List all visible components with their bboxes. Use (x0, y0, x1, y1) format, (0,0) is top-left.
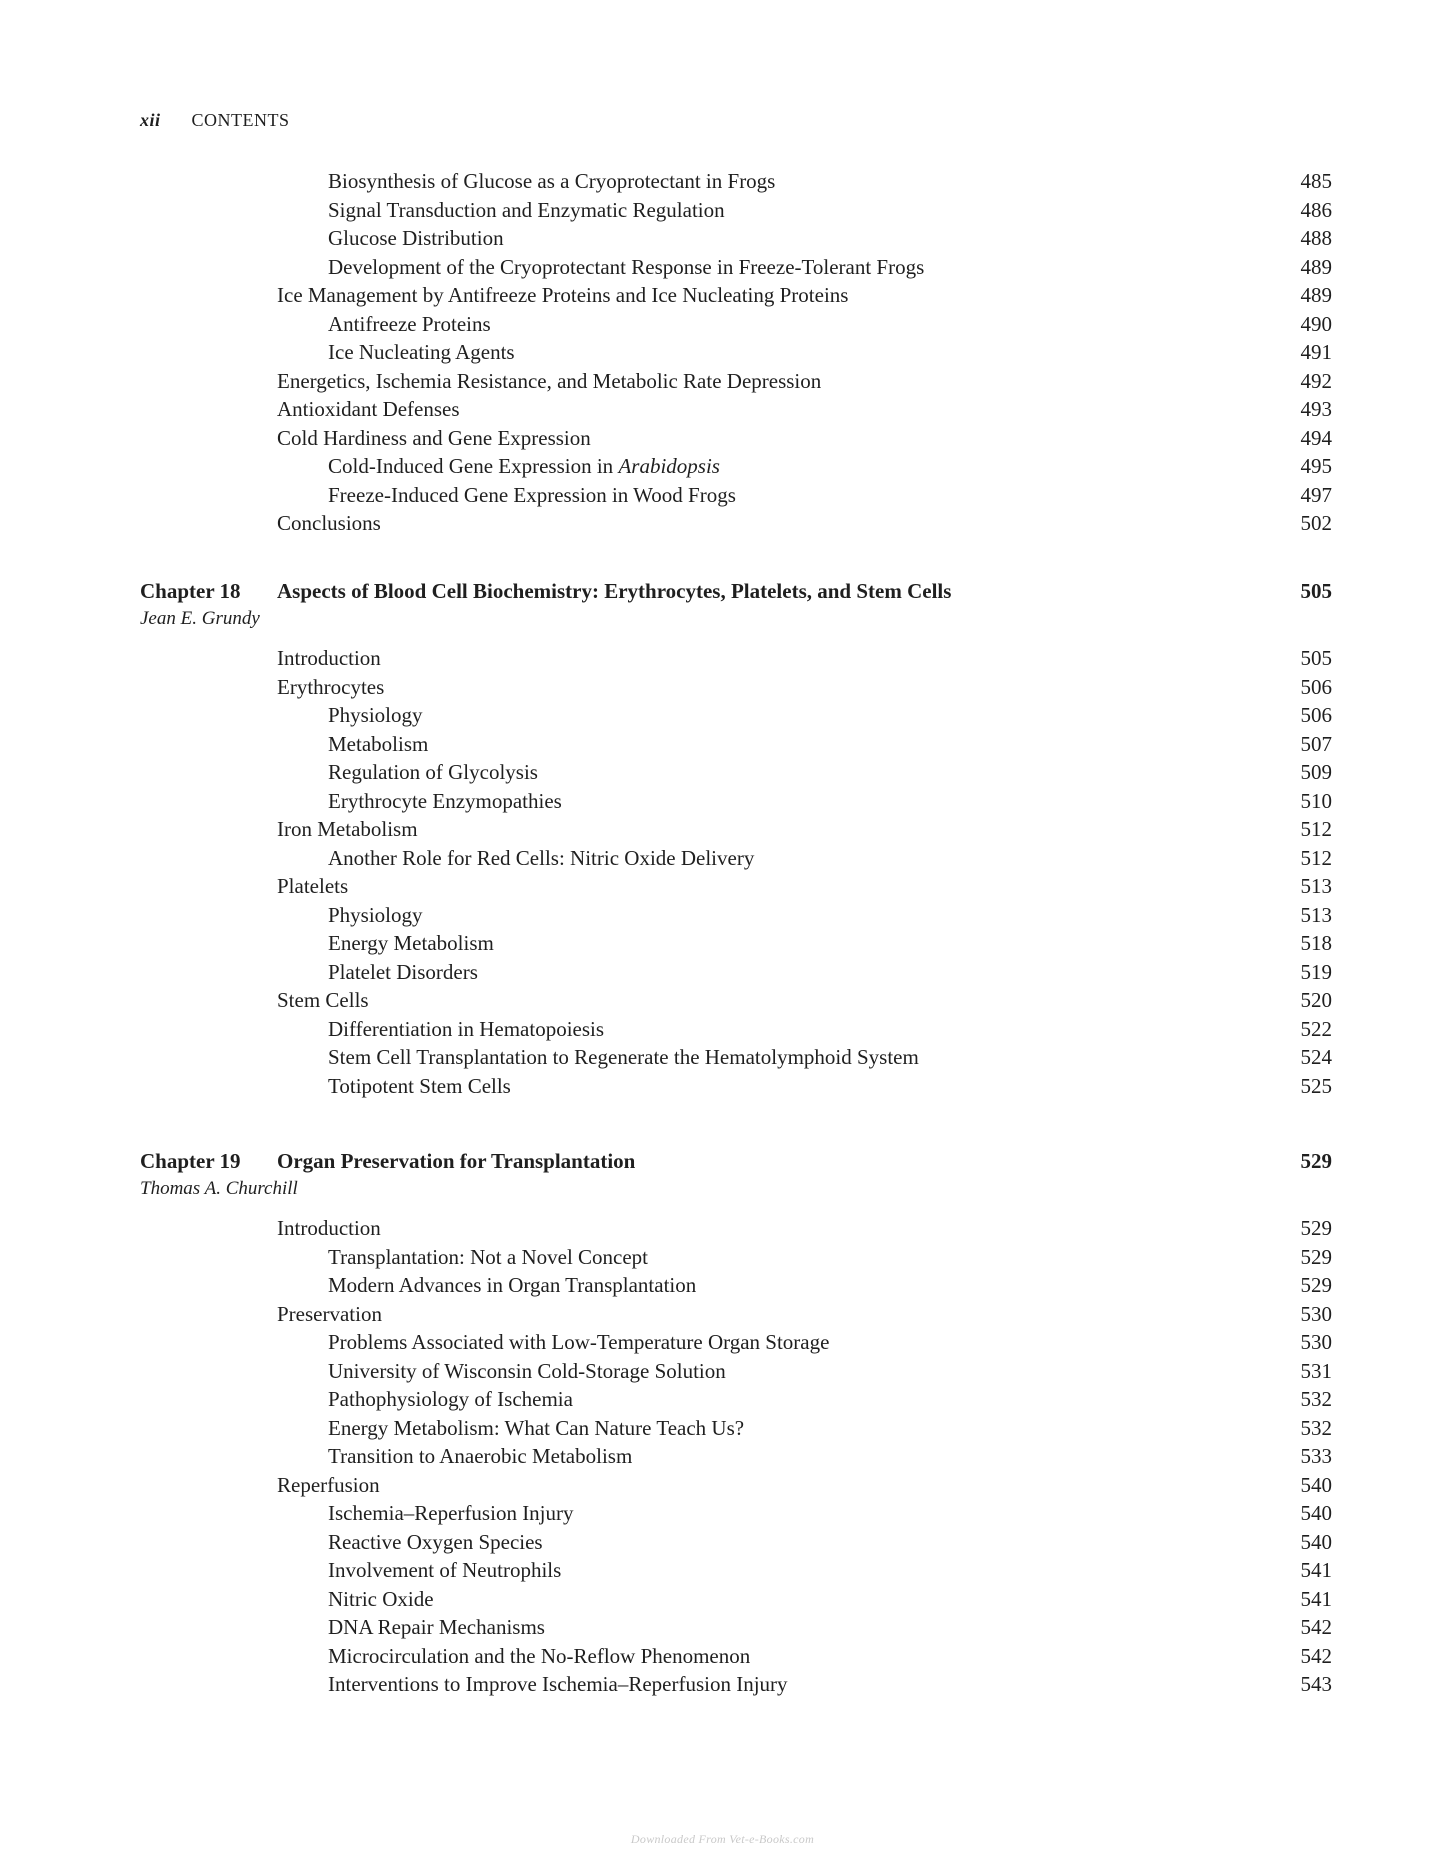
toc-entry-page-number: 506 (1300, 703, 1332, 727)
toc-entry[interactable] (0, 1442, 1445, 1471)
toc-entry[interactable] (0, 1357, 1445, 1386)
toc-entry-title: Cold-Induced Gene Expression in Arabidopsis (328, 454, 720, 478)
chapter-page-number: 529 (1300, 1149, 1332, 1173)
toc-entry[interactable] (0, 167, 1445, 196)
toc-entry[interactable] (0, 1043, 1445, 1072)
toc-entry-title: Cold Hardiness and Gene Expression (277, 425, 591, 450)
toc-entry[interactable] (0, 253, 1445, 282)
chapter-heading[interactable] (0, 576, 1445, 606)
toc-entry-page-number: 513 (1300, 902, 1332, 927)
toc-entry[interactable] (0, 701, 1445, 730)
toc-entry-page-number: 520 (1300, 988, 1332, 1012)
toc-entry[interactable] (0, 196, 1445, 225)
toc-entry-title: Interventions to Improve Ischemia–Reperfusion Injury (328, 1672, 788, 1696)
toc-entry-page-number: 495 (1300, 454, 1332, 478)
toc-entry[interactable] (0, 1214, 1445, 1243)
toc-entry-title: Energetics, Ischemia Resistance, and Metabolic Rate Depression (277, 368, 822, 393)
toc-entry-page-number: 512 (1300, 817, 1332, 841)
toc-entry-title: Antifreeze Proteins (328, 311, 491, 336)
toc-entry-page-number: 543 (1300, 1672, 1332, 1696)
toc-entry[interactable] (0, 1499, 1445, 1528)
toc-entry-title: Physiology (328, 902, 423, 927)
toc-entry-title: Ice Management by Antifreeze Proteins and Ice Nucleating Proteins (277, 283, 849, 307)
toc-entry-page-number: 505 (1300, 646, 1332, 670)
toc-entry[interactable] (0, 1414, 1445, 1443)
toc-entry[interactable] (0, 424, 1445, 453)
toc-entry-title: Modern Advances in Organ Transplantation (328, 1273, 697, 1297)
toc-entry-title: Conclusions (277, 511, 381, 535)
toc-entry[interactable] (0, 730, 1445, 759)
toc-entry[interactable] (0, 644, 1445, 673)
toc-entry-page-number: 497 (1300, 482, 1332, 507)
toc-entry[interactable] (0, 1613, 1445, 1642)
toc-entry-title: Pathophysiology of Ischemia (328, 1387, 573, 1411)
toc-entry-page-number: 489 (1300, 254, 1332, 279)
toc-entry-page-number: 540 (1300, 1501, 1332, 1525)
toc-entry[interactable] (0, 395, 1445, 424)
toc-entry-title: Erythrocytes (277, 674, 385, 699)
chapter-19-section (0, 1146, 1445, 1699)
toc-entry-title: Energy Metabolism (328, 931, 494, 955)
toc-entry-page-number: 529 (1300, 1244, 1332, 1269)
toc-entry-page-number: 485 (1300, 169, 1332, 193)
toc-entry[interactable] (0, 1585, 1445, 1614)
chapter-18-entries (0, 644, 1445, 1100)
toc-entry-title: Introduction (277, 1216, 381, 1240)
toc-continued-section (0, 167, 1445, 538)
chapter-19-entries (0, 1214, 1445, 1699)
toc-entry-title: Another Role for Red Cells: Nitric Oxide Delivery (328, 845, 755, 870)
toc-entry-page-number: 530 (1300, 1301, 1332, 1326)
toc-entry-page-number: 532 (1300, 1415, 1332, 1440)
toc-entry-title: Signal Transduction and Enzymatic Regulation (328, 197, 725, 222)
toc-entry-page-number: 492 (1300, 368, 1332, 393)
toc-entry-title: Energy Metabolism: What Can Nature Teach Us? (328, 1415, 745, 1440)
toc-entry-title: Nitric Oxide (328, 1586, 434, 1611)
toc-entry-title: Totipotent Stem Cells (328, 1073, 511, 1098)
chapter-18-section (0, 576, 1445, 1100)
toc-entry-title: Problems Associated with Low-Temperature Organ Storage (328, 1330, 830, 1354)
toc-entry-title: Physiology (328, 703, 423, 727)
toc-entry-page-number: 507 (1300, 731, 1332, 756)
chapter-title: Aspects of Blood Cell Biochemistry: Erythrocytes, Platelets, and Stem Cells (277, 579, 952, 603)
toc-entry[interactable] (0, 1642, 1445, 1671)
toc-entry[interactable] (0, 1385, 1445, 1414)
toc-entry-page-number: 541 (1300, 1586, 1332, 1611)
toc-entry[interactable] (0, 1271, 1445, 1300)
toc-entry-page-number: 519 (1300, 959, 1332, 984)
toc-entry[interactable] (0, 1670, 1445, 1699)
toc-entry-title: Preservation (277, 1301, 382, 1326)
chapter-heading[interactable] (0, 1146, 1445, 1176)
chapter-author (0, 1176, 1445, 1202)
species-name: Arabidopsis (618, 454, 720, 478)
toc-entry-page-number: 490 (1300, 311, 1332, 336)
toc-entry[interactable] (0, 1072, 1445, 1101)
toc-entry-page-number: 512 (1300, 845, 1332, 870)
author-name: Thomas A. Churchill (140, 1178, 298, 1199)
toc-entry-title: Glucose Distribution (328, 226, 504, 250)
toc-entry[interactable] (0, 338, 1445, 367)
toc-entry-title: Involvement of Neutrophils (328, 1558, 562, 1582)
toc-entry[interactable] (0, 481, 1445, 510)
toc-entry-page-number: 524 (1300, 1045, 1332, 1069)
author-name: Jean E. Grundy (140, 608, 260, 629)
toc-entry[interactable] (0, 1328, 1445, 1357)
toc-entry[interactable] (0, 1556, 1445, 1585)
chapter-author (0, 606, 1445, 632)
toc-entry[interactable] (0, 815, 1445, 844)
toc-entry-title: Reperfusion (277, 1472, 380, 1497)
toc-entry-title: University of Wisconsin Cold-Storage Solution (328, 1358, 726, 1383)
toc-entry-page-number: 491 (1300, 340, 1332, 364)
toc-entry-page-number: 506 (1300, 674, 1332, 699)
toc-entry-title: Transition to Anaerobic Metabolism (328, 1444, 633, 1468)
toc-entry-title: Microcirculation and the No-Reflow Phenomenon (328, 1643, 751, 1668)
toc-entry-title: Antioxidant Defenses (277, 397, 460, 421)
toc-entry-title: Regulation of Glycolysis (328, 760, 538, 784)
toc-entry[interactable] (0, 758, 1445, 787)
toc-entry-page-number: 541 (1300, 1558, 1332, 1582)
toc-entry-title: Stem Cells (277, 988, 369, 1012)
toc-entry-title: Transplantation: Not a Novel Concept (328, 1244, 649, 1269)
toc-entry-title: Ice Nucleating Agents (328, 340, 515, 364)
toc-entry-title: Platelet Disorders (328, 959, 478, 984)
toc-entry[interactable] (0, 901, 1445, 930)
toc-entry-page-number: 540 (1300, 1529, 1332, 1554)
toc-entry-page-number: 525 (1300, 1073, 1332, 1098)
toc-entry[interactable] (0, 1471, 1445, 1500)
toc-entry[interactable] (0, 452, 1445, 481)
toc-entry-title: Biosynthesis of Glucose as a Cryoprotectant in Frogs (328, 169, 776, 193)
toc-entry-title: Introduction (277, 646, 381, 670)
toc-entry[interactable] (0, 872, 1445, 901)
chapter-title: Organ Preservation for Transplantation (277, 1149, 636, 1173)
toc-entry[interactable] (0, 1300, 1445, 1329)
toc-entry[interactable] (0, 929, 1445, 958)
toc-entry-title: Development of the Cryoprotectant Response in Freeze-Tolerant Frogs (328, 254, 925, 279)
toc-entry-title: Erythrocyte Enzymopathies (328, 788, 562, 813)
toc-entry-page-number: 489 (1300, 283, 1332, 307)
running-head-label: CONTENTS (191, 110, 290, 130)
toc-entry[interactable] (0, 310, 1445, 339)
toc-entry-page-number: 540 (1300, 1472, 1332, 1497)
toc-entry-page-number: 532 (1300, 1387, 1332, 1411)
toc-entry-page-number: 502 (1300, 511, 1332, 535)
toc-entry-page-number: 510 (1300, 788, 1332, 813)
toc-entry[interactable] (0, 1243, 1445, 1272)
page-folio: xii (140, 110, 161, 130)
toc-entry-title: Reactive Oxygen Species (328, 1529, 543, 1554)
toc-entry-title: Differentiation in Hematopoiesis (328, 1016, 605, 1041)
toc-entry-page-number: 509 (1300, 760, 1332, 784)
toc-entry[interactable] (0, 787, 1445, 816)
toc-entry-title: Ischemia–Reperfusion Injury (328, 1501, 574, 1525)
toc-entry-page-number: 542 (1300, 1643, 1332, 1668)
toc-entry-page-number: 486 (1300, 197, 1332, 222)
toc-entry-title: Iron Metabolism (277, 817, 418, 841)
toc-entry-page-number: 494 (1300, 425, 1332, 450)
toc-entry-page-number: 488 (1300, 226, 1332, 250)
chapter-number: Chapter 18 (140, 579, 241, 603)
toc-entry[interactable] (0, 844, 1445, 873)
toc-entry-title: Platelets (277, 874, 349, 898)
toc-entry-page-number: 529 (1300, 1216, 1332, 1240)
toc-entry[interactable] (0, 986, 1445, 1015)
chapter-page-number: 505 (1300, 579, 1332, 603)
toc-entry-title: Freeze-Induced Gene Expression in Wood Frogs (328, 482, 736, 507)
toc-entry[interactable] (0, 958, 1445, 987)
toc-entry[interactable] (0, 1528, 1445, 1557)
toc-entry[interactable] (0, 367, 1445, 396)
toc-entry[interactable] (0, 224, 1445, 253)
toc-entry-page-number: 522 (1300, 1016, 1332, 1041)
toc-entry-page-number: 513 (1300, 874, 1332, 898)
chapter-number: Chapter 19 (140, 1149, 241, 1173)
toc-entry[interactable] (0, 281, 1445, 310)
toc-entry[interactable] (0, 1015, 1445, 1044)
toc-entry-page-number: 529 (1300, 1273, 1332, 1297)
toc-entry-page-number: 542 (1300, 1615, 1332, 1639)
toc-entry[interactable] (0, 673, 1445, 702)
toc-entry-page-number: 531 (1300, 1358, 1332, 1383)
toc-entry-title: Stem Cell Transplantation to Regenerate the Hematolymphoid System (328, 1045, 919, 1069)
toc-entry-page-number: 518 (1300, 931, 1332, 955)
footer-watermark: Downloaded From Vet-e-Books.com (630, 1832, 815, 1846)
toc-entry-page-number: 493 (1300, 397, 1332, 421)
toc-entry-page-number: 530 (1300, 1330, 1332, 1354)
running-head (140, 110, 290, 131)
toc-entry-title: Metabolism (328, 731, 429, 756)
toc-entry[interactable] (0, 509, 1445, 538)
toc-entry-title: DNA Repair Mechanisms (328, 1615, 545, 1639)
toc-entry-page-number: 533 (1300, 1444, 1332, 1468)
